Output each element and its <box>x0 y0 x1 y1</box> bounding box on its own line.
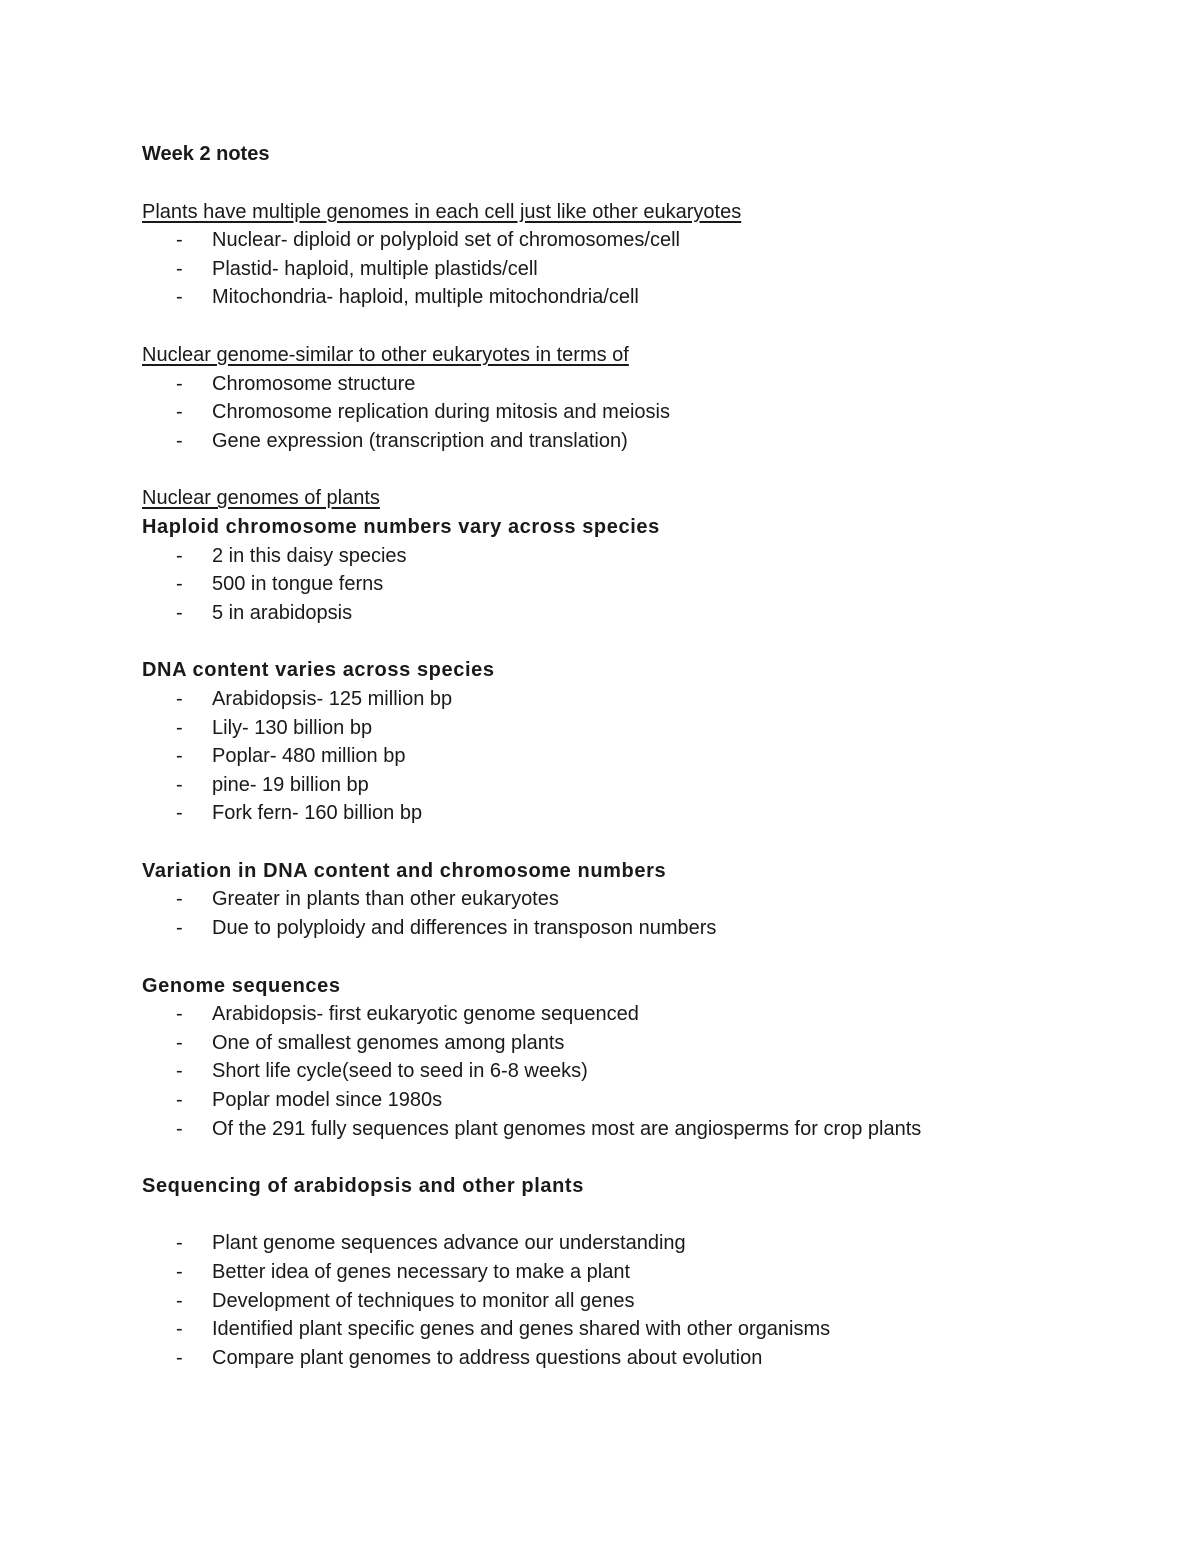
bullet-list <box>142 370 1122 456</box>
list-item-text: Chromosome replication during mitosis and meiosis <box>212 401 670 424</box>
dash-icon: - <box>176 687 183 710</box>
dash-icon: - <box>176 1089 183 1112</box>
list-item <box>142 1258 1122 1287</box>
list-item <box>142 1315 1122 1344</box>
list-item <box>142 283 1122 312</box>
list-item-text: Plastid- haploid, multiple plastids/cell <box>212 257 538 280</box>
dash-icon: - <box>176 401 183 424</box>
list-item <box>142 1287 1122 1316</box>
section-nuclear-genomes-of-plants <box>142 484 1122 627</box>
dash-icon: - <box>176 573 183 596</box>
page-title: Week 2 notes <box>142 143 270 165</box>
section-heading: Plants have multiple genomes in each cell just like other eukaryotes <box>142 200 742 223</box>
bullet-list <box>142 1229 1122 1372</box>
list-item <box>142 1229 1122 1258</box>
dash-icon: - <box>176 257 183 280</box>
list-item-text: 5 in arabidopsis <box>212 601 353 624</box>
bullet-list <box>142 885 1122 942</box>
section-multiple-genomes <box>142 198 1122 312</box>
dash-icon: - <box>176 1346 183 1369</box>
list-item-text: Poplar- 480 million bp <box>212 745 406 768</box>
bullet-list <box>142 685 1122 828</box>
blank-line <box>142 1201 1122 1230</box>
dash-icon: - <box>176 1261 183 1283</box>
dash-icon: - <box>176 1232 183 1255</box>
list-item <box>142 542 1122 571</box>
list-item-text: Due to polyploidy and differences in transposon numbers <box>212 917 717 940</box>
dash-icon: - <box>176 429 183 452</box>
list-item-text: Identified plant specific genes and genes shared with other organisms <box>212 1318 831 1341</box>
section-sequencing-arabidopsis <box>142 1172 1122 1372</box>
section-heading: Nuclear genomes of plants <box>142 487 380 510</box>
dash-icon: - <box>176 1003 183 1026</box>
list-item-text: Nuclear- diploid or polyploid set of chromosomes/cell <box>212 229 680 252</box>
list-item <box>142 599 1122 628</box>
list-item-text: Chromosome structure <box>212 372 416 395</box>
dash-icon: - <box>176 802 183 825</box>
list-item-text: Poplar model since 1980s <box>212 1089 443 1112</box>
dash-icon: - <box>176 229 183 252</box>
dash-icon: - <box>176 1289 183 1312</box>
list-item-text: Development of techniques to monitor all genes <box>212 1289 635 1312</box>
list-item <box>142 771 1122 800</box>
list-item <box>142 885 1122 914</box>
list-item-text: One of smallest genomes among plants <box>212 1031 565 1054</box>
list-item-text: 500 in tongue ferns <box>212 573 384 596</box>
list-item-text: Gene expression (transcription and translation) <box>212 429 628 452</box>
list-item-text: Plant genome sequences advance our understanding <box>212 1232 686 1255</box>
list-item-text: pine- 19 billion bp <box>212 773 369 796</box>
dash-icon: - <box>176 601 183 624</box>
dash-icon: - <box>176 1060 183 1083</box>
section-heading: DNA content varies across species <box>142 659 495 682</box>
list-item <box>142 1029 1122 1058</box>
bullet-list <box>142 1000 1122 1143</box>
list-item <box>142 255 1122 284</box>
dash-icon: - <box>176 286 183 309</box>
dash-icon: - <box>176 544 183 567</box>
list-item-text: Lily- 130 billion bp <box>212 716 373 739</box>
section-heading: Genome sequences <box>142 974 341 997</box>
dash-icon: - <box>176 917 183 940</box>
dash-icon: - <box>176 1318 183 1341</box>
list-item-text: Greater in plants than other eukaryotes <box>212 888 559 911</box>
bullet-list <box>142 542 1122 628</box>
list-item <box>142 1344 1122 1373</box>
list-item <box>142 742 1122 771</box>
list-item-text: Compare plant genomes to address questions about evolution <box>212 1346 763 1369</box>
dash-icon: - <box>176 1031 183 1054</box>
list-item <box>142 570 1122 599</box>
section-dna-content <box>142 656 1122 828</box>
dash-icon: - <box>176 716 183 739</box>
list-item <box>142 685 1122 714</box>
section-heading: Nuclear genome-similar to other eukaryotes in terms of <box>142 343 629 366</box>
list-item-text: Short life cycle(seed to seed in 6-8 weeks) <box>212 1060 588 1083</box>
list-item <box>142 1086 1122 1115</box>
section-genome-sequences <box>142 972 1122 1144</box>
section-heading: Variation in DNA content and chromosome numbers <box>142 859 667 882</box>
dash-icon: - <box>176 773 183 796</box>
list-item-text: Of the 291 fully sequences plant genomes most are angiosperms for crop plants <box>212 1117 922 1140</box>
list-item <box>142 398 1122 427</box>
dash-icon: - <box>176 888 183 911</box>
section-variation <box>142 857 1122 943</box>
list-item-text: Fork fern- 160 billion bp <box>212 802 423 825</box>
list-item <box>142 714 1122 743</box>
list-item-text: Better idea of genes necessary to make a plant <box>212 1261 631 1283</box>
list-item-text: Mitochondria- haploid, multiple mitochondria/cell <box>212 286 639 309</box>
list-item <box>142 799 1122 828</box>
list-item <box>142 914 1122 943</box>
section-nuclear-genome <box>142 341 1122 455</box>
list-item <box>142 1115 1122 1144</box>
list-item <box>142 370 1122 399</box>
list-item <box>142 1000 1122 1029</box>
section-heading: Sequencing of arabidopsis and other plants <box>142 1175 584 1198</box>
list-item-text: Arabidopsis- first eukaryotic genome sequenced <box>212 1003 639 1026</box>
list-item-text: Arabidopsis- 125 million bp <box>212 687 453 710</box>
section-subheading: Haploid chromosome numbers vary across species <box>142 515 660 538</box>
bullet-list <box>142 226 1122 312</box>
dash-icon: - <box>176 372 183 395</box>
list-item-text: 2 in this daisy species <box>212 544 407 567</box>
list-item <box>142 226 1122 255</box>
list-item <box>142 1057 1122 1086</box>
list-item <box>142 427 1122 456</box>
document-page <box>142 140 1122 1401</box>
dash-icon: - <box>176 1117 183 1140</box>
dash-icon: - <box>176 745 183 768</box>
